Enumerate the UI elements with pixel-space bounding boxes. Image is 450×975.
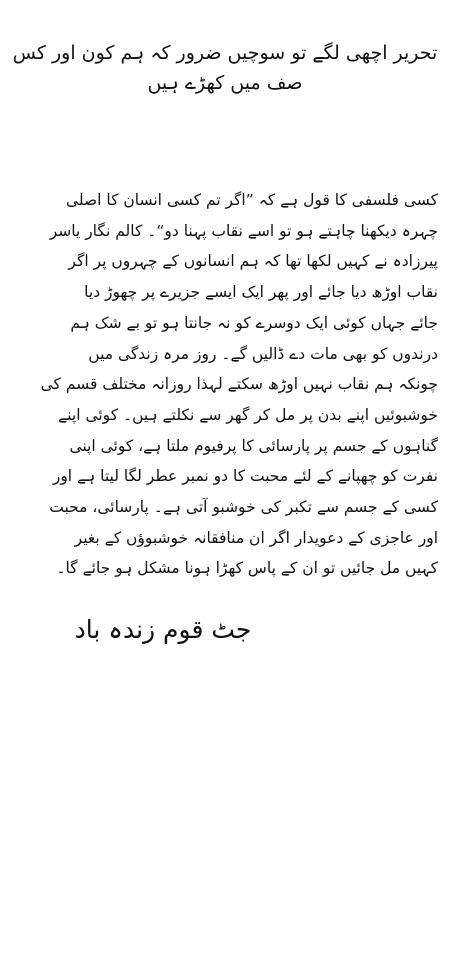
post-body — [12, 185, 438, 584]
body-line: کہیں مل جائیں تو ان کے پاس کھڑا ہونا مشکل ہو جائے گا۔ — [56, 559, 438, 578]
post-title — [6, 38, 444, 98]
body-line: پیرزادہ نے کہیں لکھا تھا کہ ہم انسانوں کے چہروں پر اگر — [68, 252, 438, 271]
slogan: جٹ قوم زندہ باد — [74, 615, 252, 644]
body-line: چہرہ دیکھنا چاہتے ہو تو اسے نقاب پہنا دو“۔ کالم نگار یاسر — [49, 221, 438, 240]
body-line: چونکہ ہم نقاب نہیں اوڑھ سکتے لہذا روزانہ مختلف قسم کی — [40, 375, 438, 394]
body-line: جائے جہاں کوئی ایک دوسرے کو نہ جانتا ہو تو بے شک ہم — [70, 313, 438, 332]
body-line: نفرت کو چھپانے کے لئے محبت کا دو نمبر عطر لگا لیتا ہے اور — [52, 467, 438, 486]
body-line: نقاب اوڑھ دیا جائے اور پھر ایک ایسے جزیرے پر چھوڑ دیا — [84, 283, 438, 302]
body-line: اور عاجزی کے دعویدار اگر ان منافقانہ خوشبوؤں کے بغیر — [74, 528, 438, 547]
body-line: گناہوں کے جسم پر پارسائی کا پرفیوم ملتا ہے، کوئی اپنی — [69, 436, 438, 455]
post-title-line: صف میں کھڑے ہیں — [147, 72, 303, 94]
body-line: کسی فلسفی کا قول ہے کہ ”اگر تم کسی انسان کا اصلی — [65, 191, 438, 209]
post-title-line: تحریر اچھی لگے تو سوچیں ضرور کہ ہم کون اور کس — [12, 42, 438, 64]
body-line: درندوں کو بھی مات دے ڈالیں گے۔ روز مرہ زندگی میں — [88, 344, 438, 363]
body-line: کسی کے جسم سے تکبر کی خوشبو آتی ہے۔ پارسائی، محبت — [49, 498, 438, 517]
body-line: خوشبوئیں اپنے بدن پر مل کر گھر سے نکلتے ہیں۔ کوئی اپنے — [58, 405, 438, 424]
